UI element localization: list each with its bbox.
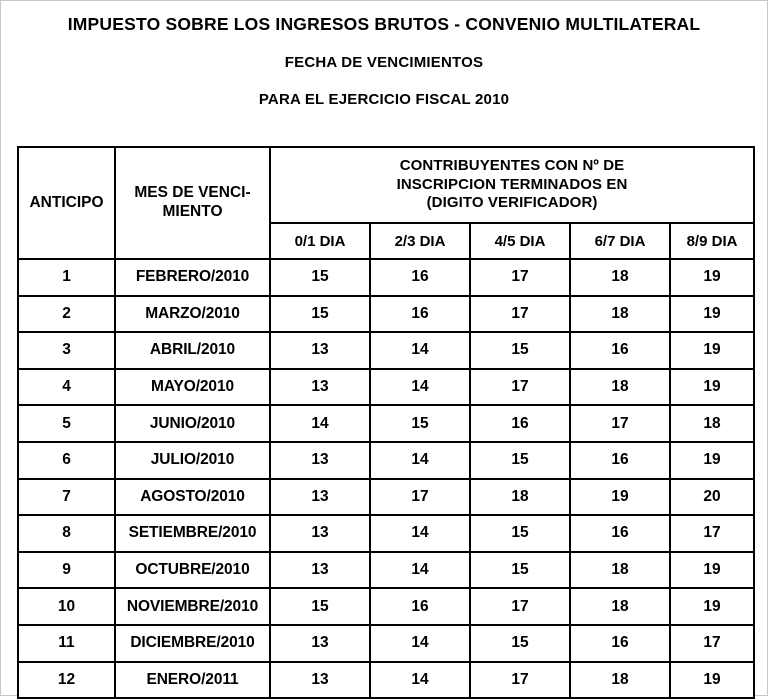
cell-dia-8-9: 19: [670, 259, 754, 296]
group-header-line-1: CONTRIBUYENTES CON Nº DE: [399, 156, 625, 174]
cell-dia-6-7: 18: [570, 662, 670, 699]
cell-anticipo: 12: [18, 662, 115, 699]
due-dates-table: [17, 146, 755, 699]
cell-dia-4-5: 17: [470, 588, 570, 625]
cell-dia-8-9: 20: [670, 479, 754, 516]
cell-dia-4-5: 15: [470, 515, 570, 552]
cell-dia-2-3: 17: [370, 479, 470, 516]
page-title: IMPUESTO SOBRE LOS INGRESOS BRUTOS - CONVENIO MULTILATERAL: [67, 14, 701, 34]
column-header-dia-6-7: 6/7 DIA: [570, 223, 670, 259]
cell-dia-6-7: 18: [570, 259, 670, 296]
cell-dia-6-7: 19: [570, 479, 670, 516]
table-row: [18, 552, 754, 589]
cell-dia-6-7: 18: [570, 552, 670, 589]
cell-mes: DICIEMBRE/2010: [115, 625, 270, 662]
cell-mes: SETIEMBRE/2010: [115, 515, 270, 552]
cell-dia-4-5: 15: [470, 552, 570, 589]
cell-anticipo: 5: [18, 405, 115, 442]
cell-dia-0-1: 14: [270, 405, 370, 442]
document-titles: [1, 1, 767, 108]
cell-dia-8-9: 19: [670, 552, 754, 589]
cell-anticipo: 4: [18, 369, 115, 406]
table-row: [18, 405, 754, 442]
cell-dia-4-5: 18: [470, 479, 570, 516]
cell-anticipo: 9: [18, 552, 115, 589]
cell-mes: JULIO/2010: [115, 442, 270, 479]
cell-dia-6-7: 17: [570, 405, 670, 442]
cell-anticipo: 3: [18, 332, 115, 369]
table-head: [18, 147, 754, 259]
cell-dia-2-3: 16: [370, 259, 470, 296]
table-row: [18, 479, 754, 516]
cell-dia-8-9: 17: [670, 625, 754, 662]
cell-dia-0-1: 13: [270, 442, 370, 479]
cell-dia-2-3: 14: [370, 442, 470, 479]
cell-dia-0-1: 13: [270, 515, 370, 552]
cell-dia-2-3: 16: [370, 588, 470, 625]
table-row: [18, 369, 754, 406]
column-header-dia-4-5: 4/5 DIA: [470, 223, 570, 259]
table-row: [18, 625, 754, 662]
cell-anticipo: 1: [18, 259, 115, 296]
cell-dia-6-7: 16: [570, 625, 670, 662]
cell-dia-0-1: 13: [270, 369, 370, 406]
cell-anticipo: 8: [18, 515, 115, 552]
cell-anticipo: 11: [18, 625, 115, 662]
cell-anticipo: 7: [18, 479, 115, 516]
cell-dia-8-9: 19: [670, 332, 754, 369]
cell-anticipo: 2: [18, 296, 115, 333]
cell-dia-6-7: 16: [570, 332, 670, 369]
cell-dia-8-9: 19: [670, 662, 754, 699]
cell-dia-2-3: 14: [370, 552, 470, 589]
cell-dia-2-3: 16: [370, 296, 470, 333]
cell-dia-8-9: 19: [670, 588, 754, 625]
cell-mes: MAYO/2010: [115, 369, 270, 406]
cell-dia-2-3: 14: [370, 662, 470, 699]
cell-dia-4-5: 17: [470, 662, 570, 699]
cell-dia-4-5: 17: [470, 369, 570, 406]
cell-dia-6-7: 18: [570, 369, 670, 406]
cell-mes: JUNIO/2010: [115, 405, 270, 442]
column-header-group-contribuyentes: [270, 147, 754, 223]
cell-dia-0-1: 13: [270, 662, 370, 699]
cell-dia-0-1: 15: [270, 296, 370, 333]
cell-dia-8-9: 19: [670, 442, 754, 479]
column-header-mes-de-vencimiento: [115, 147, 270, 259]
table-row: [18, 259, 754, 296]
cell-dia-0-1: 15: [270, 259, 370, 296]
page-subtitle-1: FECHA DE VENCIMIENTOS: [284, 54, 484, 72]
cell-mes: ABRIL/2010: [115, 332, 270, 369]
cell-dia-6-7: 16: [570, 442, 670, 479]
cell-dia-6-7: 18: [570, 296, 670, 333]
table-row: [18, 588, 754, 625]
table-header-row-main: [18, 147, 754, 223]
cell-mes: FEBRERO/2010: [115, 259, 270, 296]
cell-dia-6-7: 16: [570, 515, 670, 552]
cell-mes: NOVIEMBRE/2010: [115, 588, 270, 625]
cell-dia-4-5: 17: [470, 259, 570, 296]
table-row: [18, 662, 754, 699]
cell-dia-2-3: 14: [370, 515, 470, 552]
cell-dia-8-9: 19: [670, 296, 754, 333]
column-header-anticipo: ANTICIPO: [18, 147, 115, 259]
cell-mes: MARZO/2010: [115, 296, 270, 333]
cell-dia-2-3: 14: [370, 332, 470, 369]
cell-anticipo: 6: [18, 442, 115, 479]
cell-dia-8-9: 17: [670, 515, 754, 552]
cell-dia-0-1: 15: [270, 588, 370, 625]
cell-dia-6-7: 18: [570, 588, 670, 625]
group-header-line-3: (DIGITO VERIFICADOR): [426, 194, 598, 212]
column-header-dia-2-3: 2/3 DIA: [370, 223, 470, 259]
document-page: [1, 1, 767, 695]
cell-dia-4-5: 16: [470, 405, 570, 442]
page-subtitle-2: PARA EL EJERCICIO FISCAL 2010: [258, 90, 510, 108]
cell-dia-2-3: 14: [370, 625, 470, 662]
cell-mes: AGOSTO/2010: [115, 479, 270, 516]
cell-dia-8-9: 18: [670, 405, 754, 442]
cell-dia-0-1: 13: [270, 479, 370, 516]
table-row: [18, 515, 754, 552]
cell-dia-8-9: 19: [670, 369, 754, 406]
cell-dia-0-1: 13: [270, 332, 370, 369]
cell-mes: ENERO/2011: [115, 662, 270, 699]
cell-dia-2-3: 14: [370, 369, 470, 406]
schedule-table-container: [17, 146, 753, 699]
table-row: [18, 296, 754, 333]
cell-dia-4-5: 15: [470, 442, 570, 479]
column-header-dia-0-1: 0/1 DIA: [270, 223, 370, 259]
group-header-line-2: INSCRIPCION TERMINADOS EN: [396, 175, 628, 193]
mes-header-line-1: MES DE VENCI-: [134, 184, 251, 202]
cell-dia-4-5: 17: [470, 296, 570, 333]
table-row: [18, 442, 754, 479]
column-header-dia-8-9: 8/9 DIA: [670, 223, 754, 259]
mes-header-line-2: MIENTO: [162, 203, 223, 220]
table-row: [18, 332, 754, 369]
cell-dia-0-1: 13: [270, 552, 370, 589]
cell-mes: OCTUBRE/2010: [115, 552, 270, 589]
cell-dia-4-5: 15: [470, 332, 570, 369]
table-body: [18, 259, 754, 698]
cell-dia-2-3: 15: [370, 405, 470, 442]
cell-anticipo: 10: [18, 588, 115, 625]
cell-dia-0-1: 13: [270, 625, 370, 662]
cell-dia-4-5: 15: [470, 625, 570, 662]
